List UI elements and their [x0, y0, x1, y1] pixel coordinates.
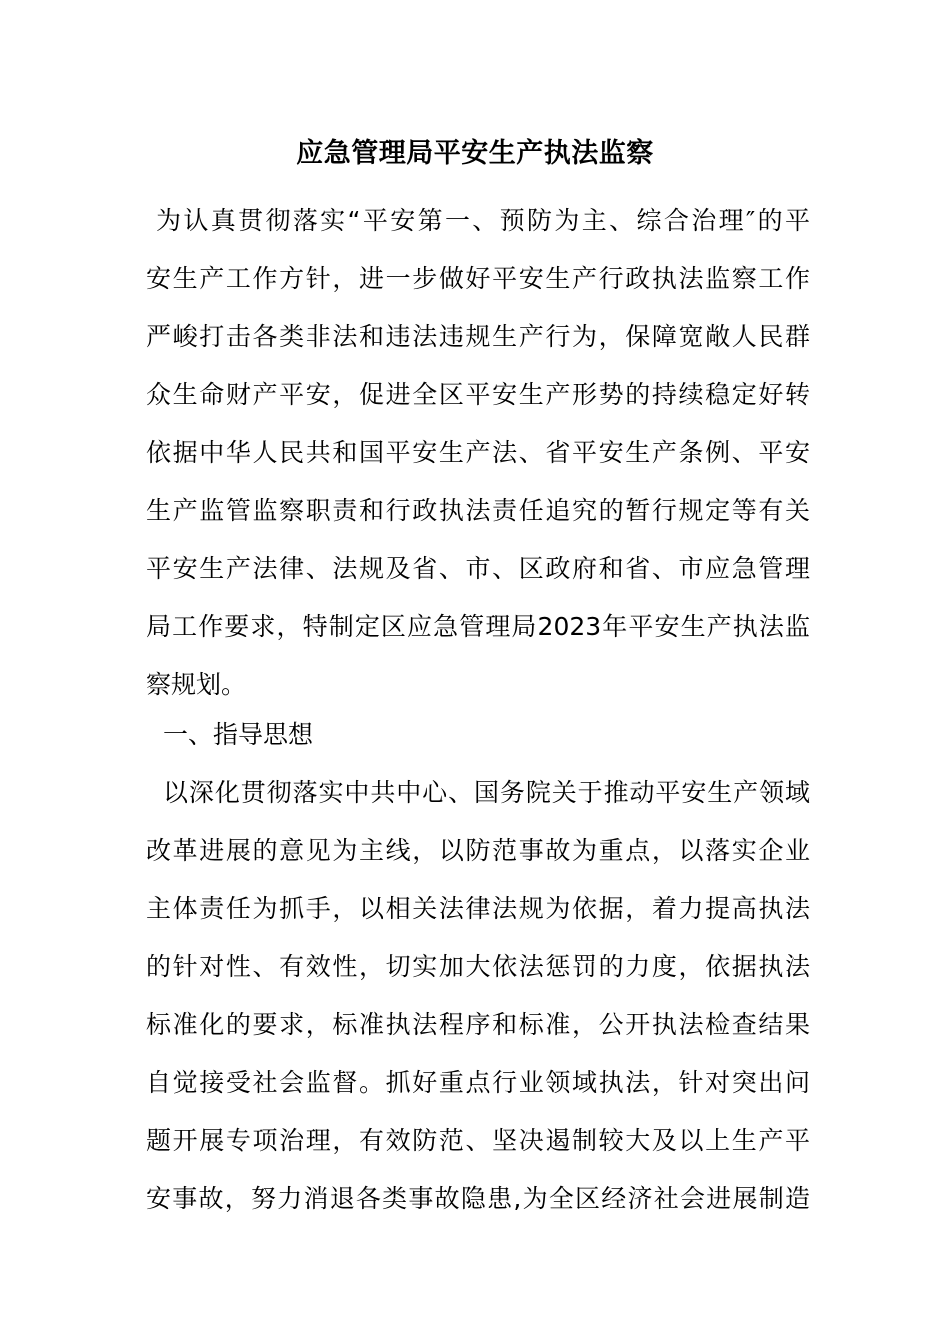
paragraph-intro — [146, 192, 810, 714]
paragraph-line: 标准化的要求，标准执法程序和标准，公开执法检查结果 — [146, 1010, 810, 1039]
paragraph-line: 生产监管监察职责和行政执法责任追究的暂行规定等有关 — [146, 496, 810, 525]
paragraph-line: 的针对性、有效性，切实加大依法惩罚的力度，依据执法 — [146, 952, 810, 981]
section-heading: 一、指导思想 — [163, 720, 314, 749]
paragraph-line: 自觉接受社会监督。抓好重点行业领域执法，针对突出问 — [146, 1068, 810, 1097]
paragraph-guiding-thought — [146, 764, 810, 1228]
paragraph-line: 安生产工作方针，进一步做好平安生产行政执法监察工作 — [146, 264, 810, 293]
paragraph-line: 改革进展的意见为主线，以防范事故为重点，以落实企业 — [146, 836, 810, 865]
paragraph-line: 局工作要求，特制定区应急管理局2023年平安生产执法监 — [146, 612, 810, 641]
paragraph-line: 严峻打击各类非法和违法违规生产行为，保障宽敞人民群 — [146, 322, 810, 351]
paragraph-line: 为认真贯彻落实“平安第一、预防为主、综合治理″的平 — [156, 206, 810, 235]
paragraph-line: 平安生产法律、法规及省、市、区政府和省、市应急管理 — [146, 554, 810, 583]
paragraph-line: 安事故，努力消退各类事故隐患,为全区经济社会进展制造 — [146, 1184, 810, 1213]
paragraph-line: 题开展专项治理，有效防范、坚决遏制较大及以上生产平 — [146, 1126, 810, 1155]
section-heading-block — [146, 706, 810, 764]
document-title: 应急管理局平安生产执法监察 — [296, 138, 654, 169]
paragraph-line: 主体责任为抓手，以相关法律法规为依据，着力提高执法 — [146, 894, 810, 923]
paragraph-line: 依据中华人民共和国平安生产法、省平安生产条例、平安 — [146, 438, 810, 467]
paragraph-line: 以深化贯彻落实中共中心、国务院关于推动平安生产领域 — [163, 778, 810, 807]
paragraph-line: 察规划。 — [146, 670, 247, 699]
paragraph-line: 众生命财产平安，促进全区平安生产形势的持续稳定好转 — [146, 380, 810, 409]
